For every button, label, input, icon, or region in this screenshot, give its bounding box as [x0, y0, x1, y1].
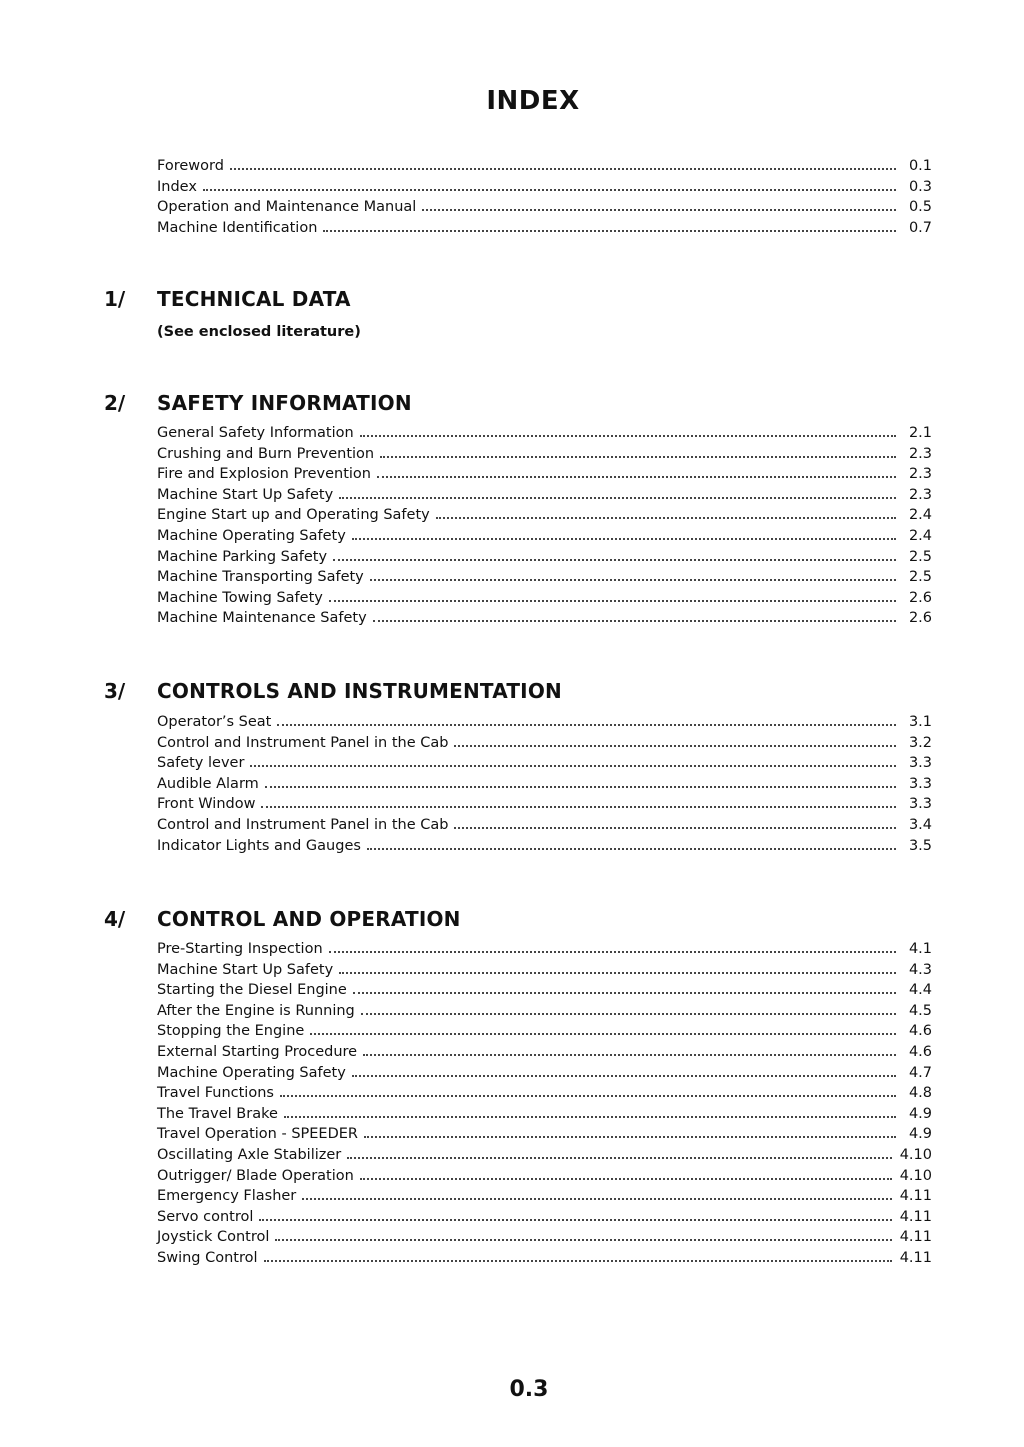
dot-leader [329, 600, 896, 602]
toc-entry-label: Foreword [157, 158, 224, 174]
toc-entry-label: Control and Instrument Panel in the Cab [157, 734, 449, 751]
toc-entry-label: Front Window [157, 796, 256, 813]
toc-entry-label: Fire and Explosion Prevention [157, 466, 371, 483]
dot-leader [275, 1239, 891, 1241]
toc-entry [157, 466, 932, 487]
dot-leader [454, 745, 896, 747]
toc-entry [157, 1209, 932, 1230]
toc-entry-page: 4.11 [899, 1249, 932, 1266]
toc-entry-label: Indicator Lights and Gauges [157, 837, 361, 854]
toc-entry-label: The Travel Brake [157, 1105, 278, 1122]
dot-leader [352, 1075, 896, 1077]
toc-entry-label: Machine Identification [157, 219, 318, 236]
toc-entry-label: Joystick Control [157, 1229, 270, 1246]
toc-entry-page: 3.2 [908, 734, 932, 751]
toc-entry [157, 1250, 932, 1271]
page-title: INDEX [486, 86, 580, 116]
toc-entry [157, 838, 932, 859]
toc-entry [157, 796, 932, 817]
toc-entry [157, 549, 932, 570]
dot-leader [367, 848, 896, 850]
section-safety-information [0, 391, 1024, 421]
toc-entry-page: 4.9 [908, 1126, 932, 1143]
toc-entry-page: 0.7 [908, 219, 932, 236]
toc-entry-label: Audible Alarm [157, 775, 259, 792]
toc-entry-page: 3.5 [908, 837, 932, 854]
toc-entry [157, 735, 932, 756]
toc-entry-label: Machine Towing Safety [157, 589, 323, 606]
toc-entry-label: Starting the Diesel Engine [157, 982, 347, 999]
toc-entry [157, 220, 932, 241]
section-technical-data [0, 287, 1024, 317]
toc-entry-label: Swing Control [157, 1249, 258, 1266]
dot-leader [360, 435, 896, 437]
dot-leader [250, 765, 896, 767]
dot-leader [329, 951, 896, 953]
toc-entry-label: Operation and Maintenance Manual [157, 199, 417, 216]
toc-entry-page: 2.6 [908, 589, 932, 606]
safety-information-list [157, 425, 932, 631]
toc-entry-page: 4.6 [908, 1023, 932, 1040]
toc-entry [157, 1003, 932, 1024]
toc-entry [157, 569, 932, 590]
toc-entry [157, 1044, 932, 1065]
toc-entry-page: 4.7 [908, 1064, 932, 1081]
dot-leader [363, 1054, 896, 1056]
dot-leader [352, 538, 896, 540]
dot-leader [361, 1013, 896, 1015]
toc-entry [157, 507, 932, 528]
dot-leader [259, 1219, 891, 1221]
toc-entry-label: Servo control [157, 1208, 254, 1225]
toc-entry [157, 755, 932, 776]
toc-entry-page: 4.6 [908, 1043, 932, 1060]
toc-entry-page: 2.1 [908, 425, 932, 441]
toc-entry [157, 714, 932, 735]
toc-entry-page: 2.5 [908, 548, 932, 565]
toc-entry-page: 3.4 [908, 816, 932, 833]
front-matter-list [157, 158, 932, 240]
section-number: 4/ [104, 907, 126, 931]
toc-entry-page: 0.1 [908, 158, 932, 174]
section-title: TECHNICAL DATA [157, 287, 351, 311]
dot-leader [277, 724, 896, 726]
toc-entry-page: 4.11 [899, 1208, 932, 1225]
section-title: CONTROL AND OPERATION [157, 907, 461, 931]
section-number: 1/ [104, 287, 126, 311]
toc-entry [157, 982, 932, 1003]
toc-entry-label: Machine Parking Safety [157, 548, 328, 565]
toc-entry [157, 590, 932, 611]
toc-entry-label: Emergency Flasher [157, 1188, 297, 1205]
toc-entry-page: 4.11 [899, 1188, 932, 1205]
toc-entry [157, 1229, 932, 1250]
toc-entry-page: 2.5 [908, 569, 932, 586]
dot-leader [230, 168, 896, 170]
toc-entry-label: Operator’s Seat [157, 714, 272, 730]
toc-entry-page: 4.11 [899, 1229, 932, 1246]
dot-leader [454, 827, 896, 829]
dot-leader [280, 1095, 896, 1097]
toc-entry-label: Machine Transporting Safety [157, 569, 364, 586]
dot-leader [422, 209, 896, 211]
toc-entry-page: 2.3 [908, 486, 932, 503]
toc-entry-label: External Starting Procedure [157, 1043, 358, 1060]
toc-entry [157, 1106, 932, 1127]
toc-entry [157, 610, 932, 631]
section-number: 3/ [104, 679, 126, 703]
toc-entry [157, 158, 932, 179]
dot-leader [261, 806, 896, 808]
dot-leader [265, 786, 896, 788]
toc-entry-label: Travel Operation - SPEEDER [157, 1126, 358, 1143]
page-number: 0.3 [509, 1377, 549, 1402]
toc-entry [157, 487, 932, 508]
toc-entry-label: Control and Instrument Panel in the Cab [157, 816, 449, 833]
toc-entry-label: Machine Start Up Safety [157, 961, 334, 978]
toc-entry [157, 776, 932, 797]
dot-leader [436, 517, 896, 519]
dot-leader [377, 476, 896, 478]
toc-entry-page: 4.8 [908, 1085, 932, 1102]
toc-entry-label: Machine Operating Safety [157, 1064, 346, 1081]
toc-entry-label: Pre-Starting Inspection [157, 941, 323, 957]
toc-entry [157, 446, 932, 467]
dot-leader [333, 559, 896, 561]
control-operation-list [157, 941, 932, 1271]
dot-leader [264, 1260, 892, 1262]
toc-entry-label: Stopping the Engine [157, 1023, 305, 1040]
dot-leader [360, 1178, 892, 1180]
dot-leader [364, 1136, 896, 1138]
toc-entry-label: Crushing and Burn Prevention [157, 445, 375, 462]
toc-entry [157, 425, 932, 446]
controls-instrumentation-list [157, 714, 932, 858]
toc-entry-label: Index [157, 178, 197, 195]
toc-entry-page: 0.5 [908, 199, 932, 216]
dot-leader [284, 1116, 896, 1118]
toc-entry [157, 179, 932, 200]
toc-entry-page: 4.5 [908, 1002, 932, 1019]
toc-entry-label: Engine Start up and Operating Safety [157, 507, 430, 524]
section-note: (See enclosed literature) [157, 324, 361, 340]
toc-entry-page: 2.3 [908, 445, 932, 462]
toc-entry-page: 2.6 [908, 610, 932, 627]
section-number: 2/ [104, 391, 126, 415]
toc-entry-page: 3.3 [908, 796, 932, 813]
toc-entry [157, 1023, 932, 1044]
toc-entry-page: 3.3 [908, 775, 932, 792]
toc-entry-page: 4.10 [899, 1146, 932, 1163]
dot-leader [353, 992, 896, 994]
section-controls-and-instrumentation [0, 679, 1024, 709]
toc-entry-label: Machine Start Up Safety [157, 486, 334, 503]
section-title: SAFETY INFORMATION [157, 391, 412, 415]
toc-entry-page: 3.3 [908, 755, 932, 772]
toc-entry-page: 4.3 [908, 961, 932, 978]
dot-leader [339, 972, 896, 974]
toc-entry-page: 2.3 [908, 466, 932, 483]
toc-entry-page: 3.1 [908, 714, 932, 730]
toc-entry-label: Oscillating Axle Stabilizer [157, 1146, 342, 1163]
toc-entry [157, 1147, 932, 1168]
toc-entry-label: Machine Maintenance Safety [157, 610, 367, 627]
toc-entry-page: 4.10 [899, 1167, 932, 1184]
toc-entry-page: 0.3 [908, 178, 932, 195]
toc-entry-page: 4.9 [908, 1105, 932, 1122]
dot-leader [203, 189, 896, 191]
toc-entry [157, 1126, 932, 1147]
toc-entry-label: After the Engine is Running [157, 1002, 355, 1019]
toc-entry [157, 941, 932, 962]
toc-entry-page: 2.4 [908, 507, 932, 524]
dot-leader [347, 1157, 891, 1159]
toc-entry-label: Outrigger/ Blade Operation [157, 1167, 354, 1184]
toc-entry-page: 4.4 [908, 982, 932, 999]
dot-leader [339, 497, 896, 499]
dot-leader [370, 579, 896, 581]
toc-entry [157, 1168, 932, 1189]
dot-leader [380, 456, 896, 458]
toc-entry-label: Travel Functions [157, 1085, 274, 1102]
dot-leader [373, 620, 896, 622]
toc-entry-label: Machine Operating Safety [157, 527, 346, 544]
toc-entry [157, 1085, 932, 1106]
toc-entry [157, 817, 932, 838]
dot-leader [323, 230, 896, 232]
toc-entry-label: General Safety Information [157, 425, 354, 441]
toc-entry [157, 1065, 932, 1086]
toc-entry [157, 1188, 932, 1209]
toc-entry-label: Safety lever [157, 755, 245, 772]
dot-leader [310, 1033, 896, 1035]
toc-entry [157, 962, 932, 983]
toc-entry [157, 528, 932, 549]
section-title: CONTROLS AND INSTRUMENTATION [157, 679, 562, 703]
toc-entry [157, 199, 932, 220]
toc-entry-page: 2.4 [908, 527, 932, 544]
toc-entry-page: 4.1 [908, 941, 932, 957]
section-control-and-operation [0, 907, 1024, 937]
dot-leader [302, 1198, 891, 1200]
